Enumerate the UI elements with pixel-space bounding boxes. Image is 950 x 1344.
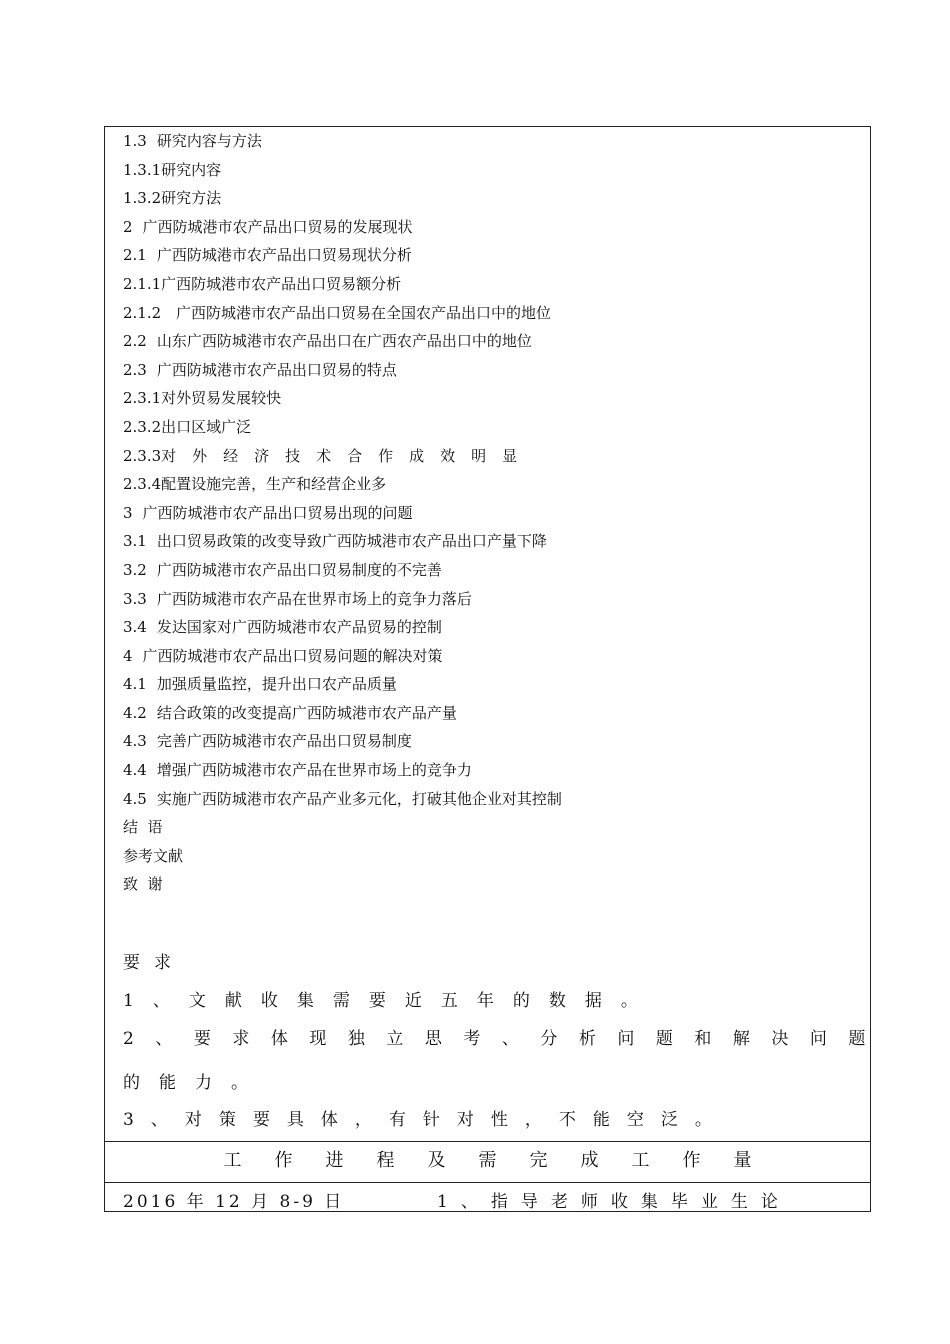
toc-text: 广西防城港市农产品出口贸易制度的不完善 xyxy=(156,560,442,579)
toc-item xyxy=(123,699,853,728)
toc-text: 结 语 xyxy=(123,818,163,837)
toc-text: 广西防城港市农产品出口贸易出现的问题 xyxy=(142,503,413,522)
toc-text: 研究内容与方法 xyxy=(156,132,262,150)
toc-text: 对外贸易发展较快 xyxy=(161,389,282,408)
toc-number: 2.2 xyxy=(123,332,147,351)
toc-text: 广西防城港市农产品出口贸易额分析 xyxy=(161,274,402,293)
toc-item xyxy=(123,470,853,499)
toc-number: 2.1 xyxy=(123,246,147,265)
toc-number: 4.2 xyxy=(123,703,147,722)
toc-text: 参考文献 xyxy=(123,846,184,865)
toc-item xyxy=(123,127,853,156)
toc-item xyxy=(123,442,853,471)
toc-text: 结合政策的改变提高广西防城港市农产品产量 xyxy=(156,703,457,722)
toc-item xyxy=(123,642,853,671)
toc-text: 配置设施完善，生产和经营企业多 xyxy=(161,475,387,494)
progress-header: 工作进程及需完成工作量 xyxy=(223,1150,785,1171)
toc-item xyxy=(123,585,853,614)
toc-text: 广西防城港市农产品出口贸易问题的解决对策 xyxy=(142,646,443,665)
requirement-item-2-line-2: 的能力。 xyxy=(123,1073,267,1093)
toc-item xyxy=(123,413,853,442)
toc-number: 2.3.2 xyxy=(123,417,162,436)
toc-item xyxy=(123,527,853,556)
toc-number: 1.3.2 xyxy=(123,189,162,208)
toc-number: 4 xyxy=(123,646,133,665)
toc-item xyxy=(123,556,853,585)
toc-text: 广西防城港市农产品出口贸易在全国农产品出口中的地位 xyxy=(171,303,551,322)
toc-text: 广西防城港市农产品出口贸易的发展现状 xyxy=(142,217,413,236)
toc-item xyxy=(123,727,853,756)
toc-number: 4.3 xyxy=(123,732,147,751)
toc-item xyxy=(123,384,853,413)
toc-number: 4.1 xyxy=(123,675,147,694)
requirements-title: 要求 xyxy=(123,953,185,973)
toc-text: 实施广西防城港市农产品产业多元化，打破其他企业对其控制 xyxy=(156,789,562,808)
progress-row-task: 1、指导老师收集毕业生论 xyxy=(437,1192,791,1212)
toc-item-acknowledgements xyxy=(123,870,853,899)
toc-number: 3.4 xyxy=(123,618,147,637)
toc-text: 增强广西防城港市农产品在世界市场上的竞争力 xyxy=(156,761,472,780)
toc-text: 完善广西防城港市农产品出口贸易制度 xyxy=(156,732,412,751)
toc-text: 对外经济技术合作成效明显 xyxy=(161,446,534,465)
toc-text: 致 谢 xyxy=(123,875,163,894)
toc-text: 出口贸易政策的改变导致广西防城港市农产品出口产量下降 xyxy=(156,532,547,551)
toc-item xyxy=(123,241,853,270)
toc-number: 3.3 xyxy=(123,589,147,608)
toc-item xyxy=(123,156,853,185)
toc-text: 出口区域广泛 xyxy=(161,417,252,436)
toc-item-references xyxy=(123,842,853,871)
toc-item xyxy=(123,184,853,213)
toc-item xyxy=(123,613,853,642)
toc-text: 研究方法 xyxy=(161,189,222,208)
table-divider xyxy=(104,1141,871,1142)
toc-text: 加强质量监控，提升出口农产品质量 xyxy=(156,675,397,694)
toc-item-conclusion xyxy=(123,813,853,842)
progress-row-date: 2016 年 12 月 8-9 日 xyxy=(123,1192,345,1212)
toc-item xyxy=(123,756,853,785)
toc-number: 2.3 xyxy=(123,360,147,379)
toc-text: 山东广西防城港市农产品出口在广西农产品出口中的地位 xyxy=(156,332,532,351)
requirement-item-1: 1、文献收集需要近五年的数据。 xyxy=(123,991,657,1011)
toc-number: 2.3.1 xyxy=(123,389,162,408)
toc-item xyxy=(123,670,853,699)
toc-number: 1.3 xyxy=(123,132,147,150)
table-of-contents xyxy=(123,127,853,899)
toc-number: 2.1.2 xyxy=(123,303,162,322)
toc-item xyxy=(123,213,853,242)
requirement-item-3: 3、对策要具体，有针对性，不能空泛。 xyxy=(123,1110,729,1130)
toc-number: 1.3.1 xyxy=(123,160,162,179)
toc-text: 广西防城港市农产品在世界市场上的竞争力落后 xyxy=(156,589,472,608)
toc-number: 3.2 xyxy=(123,560,147,579)
toc-text: 研究内容 xyxy=(161,160,222,179)
table-divider xyxy=(104,1182,871,1183)
toc-text: 广西防城港市农产品出口贸易现状分析 xyxy=(156,246,412,265)
toc-item xyxy=(123,327,853,356)
toc-number: 2.3.4 xyxy=(123,475,162,494)
toc-item xyxy=(123,356,853,385)
requirement-item-2-line-1: 2、要求体现独立思考、分析问题和解决问题 xyxy=(123,1029,887,1049)
toc-number: 2 xyxy=(123,217,133,236)
toc-number: 4.5 xyxy=(123,789,147,808)
toc-number: 2.1.1 xyxy=(123,274,162,293)
toc-text: 发达国家对广西防城港市农产品贸易的控制 xyxy=(156,618,442,637)
toc-number: 4.4 xyxy=(123,761,147,780)
toc-number: 2.3.3 xyxy=(123,446,162,465)
toc-number: 3 xyxy=(123,503,133,522)
toc-item xyxy=(123,785,853,814)
toc-item xyxy=(123,270,853,299)
toc-number: 3.1 xyxy=(123,532,147,551)
toc-item xyxy=(123,299,853,328)
toc-text: 广西防城港市农产品出口贸易的特点 xyxy=(156,360,397,379)
toc-item xyxy=(123,499,853,528)
